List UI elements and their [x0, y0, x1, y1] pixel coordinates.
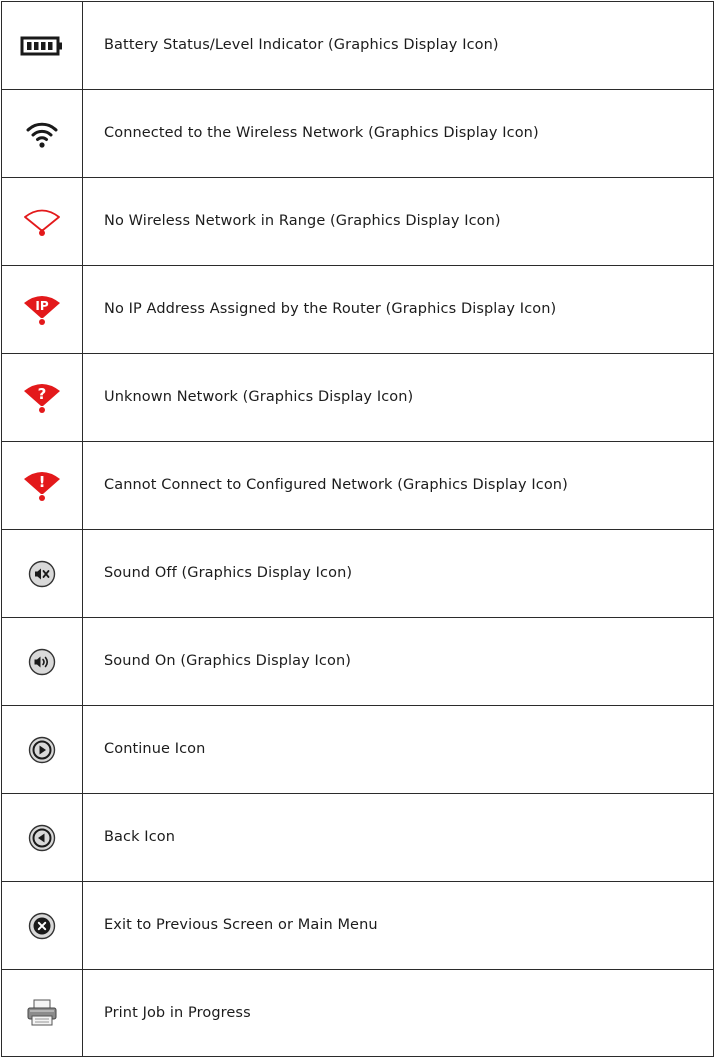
row-description: Battery Status/Level Indicator (Graphics Display Icon) [83, 2, 714, 90]
back-icon [28, 824, 56, 852]
sound-off-icon [28, 560, 56, 588]
table-row [2, 354, 714, 442]
icon-cell [2, 90, 83, 178]
table-row [2, 618, 714, 706]
icon-cell [2, 794, 83, 882]
table-row [2, 882, 714, 970]
wifi-connected-icon [25, 119, 59, 149]
battery-icon [20, 35, 64, 57]
row-description: Unknown Network (Graphics Display Icon) [83, 354, 714, 442]
continue-icon [28, 736, 56, 764]
icon-cell [2, 178, 83, 266]
row-description: Continue Icon [83, 706, 714, 794]
no-ip-glyph: IP [35, 298, 49, 313]
icon-cell [2, 530, 83, 618]
table-row [2, 970, 714, 1057]
icon-cell [2, 706, 83, 794]
cannot-connect-glyph: ! [38, 472, 46, 491]
icon-cell [2, 618, 83, 706]
unknown-network-glyph: ? [37, 384, 47, 403]
sound-on-icon [28, 648, 56, 676]
row-description: Sound On (Graphics Display Icon) [83, 618, 714, 706]
exit-icon [28, 912, 56, 940]
wifi-unknown-network-icon [22, 381, 62, 415]
table-row [2, 178, 714, 266]
row-description: Back Icon [83, 794, 714, 882]
wifi-no-range-icon [22, 206, 62, 238]
table-row [2, 706, 714, 794]
table-row [2, 266, 714, 354]
icon-cell [2, 266, 83, 354]
wifi-no-ip-icon [22, 293, 62, 327]
wifi-cannot-connect-icon [22, 469, 62, 503]
icon-cell [2, 970, 83, 1057]
row-description: Sound Off (Graphics Display Icon) [83, 530, 714, 618]
printer-icon [26, 998, 58, 1028]
table-row [2, 530, 714, 618]
icon-legend-table [1, 1, 714, 1057]
table-row [2, 90, 714, 178]
row-description: Print Job in Progress [83, 970, 714, 1057]
icon-cell [2, 882, 83, 970]
row-description: No IP Address Assigned by the Router (Graphics Display Icon) [83, 266, 714, 354]
row-description: No Wireless Network in Range (Graphics Display Icon) [83, 178, 714, 266]
icon-cell [2, 2, 83, 90]
row-description: Cannot Connect to Configured Network (Graphics Display Icon) [83, 442, 714, 530]
row-description: Exit to Previous Screen or Main Menu [83, 882, 714, 970]
icon-cell [2, 354, 83, 442]
table-row [2, 794, 714, 882]
row-description: Connected to the Wireless Network (Graphics Display Icon) [83, 90, 714, 178]
table-row [2, 2, 714, 90]
table-row [2, 442, 714, 530]
icon-cell [2, 442, 83, 530]
